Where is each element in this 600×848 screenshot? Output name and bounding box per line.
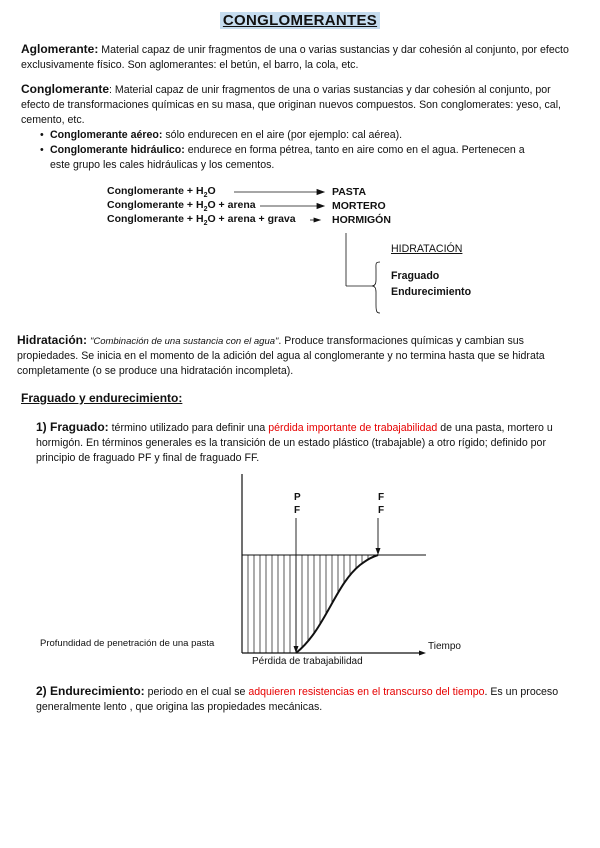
result-hormigon: HORMIGÓN: [332, 214, 391, 226]
endurecimiento-term: 2) Endurecimiento:: [36, 684, 145, 698]
ff-label: [378, 491, 384, 517]
fraguado-highlight: pérdida importante de trabajabilidad: [268, 422, 438, 434]
endurecimiento-paragraph: [36, 684, 581, 715]
bullet-dot: •: [40, 129, 44, 141]
hidratacion-quote: "Combinación de una sustancia con el agua": [89, 336, 279, 347]
hidratacion-term: Hidratación:: [17, 333, 88, 347]
x-axis-arrowhead: [419, 651, 426, 656]
brace: [372, 262, 380, 313]
fraguado-text-a: término utilizado para definir una: [108, 422, 269, 434]
equation-left: Conglomerante + H: [107, 199, 204, 211]
bullet-dot: •: [40, 144, 44, 156]
subscript: 2: [203, 206, 208, 214]
ff-marker-arrowhead: [376, 548, 381, 555]
aglomerante-definition: Material capaz de unir fragmentos de una o varias sustancias y dar cohesión al conjunto, por efecto exclusivamente físico. Son aglomerantes: el betún, el barro, la cola, etc.: [21, 44, 569, 71]
pf-label: [294, 491, 301, 517]
equation-left-rest: O: [207, 185, 216, 197]
ff-letter-1: F: [378, 492, 385, 503]
x-axis-label: Tiempo: [428, 641, 461, 652]
hidratacion-paragraph: [17, 333, 583, 379]
equation-left: Conglomerante + H: [107, 213, 204, 225]
y-axis-label: Profundidad de penetración de una pasta: [40, 638, 215, 649]
hydration-item-endurecimiento: Endurecimiento: [391, 286, 472, 298]
result-pasta: PASTA: [332, 186, 367, 198]
hydration-item-fraguado: Fraguado: [391, 270, 440, 282]
bullet-term: Conglomerante hidráulico:: [50, 144, 185, 156]
hidratacion-definition: . Produce transformaciones químicas y cambian sus propiedades. Se inicia en el momento de la adición del agua al conglomerante y no termina hasta que se hidrata completamente (o se produce una hidratación incompleta).: [17, 335, 545, 377]
result-mortero: MORTERO: [332, 200, 386, 212]
pf-letter-1: P: [294, 492, 301, 503]
fraguado-text-b: de una pasta, mortero u hormigón. En términos generales es la transición de un estado plástico (trabajable) a otro rígido; definido por principio de fraguado PF y final de fraguado FF.: [36, 422, 553, 464]
conglomerante-term: Conglomerante: [21, 82, 110, 96]
equation-left: Conglomerante + H: [107, 185, 204, 197]
arrow-head-pasta: [317, 190, 324, 195]
bullet-term: Conglomerante aéreo:: [50, 129, 163, 141]
arrow-head-hormigon: [314, 218, 320, 222]
bullet-text-continuation: este grupo les cales hidráulicas y los cementos.: [50, 159, 275, 171]
equation-left-rest: O + arena + grava: [207, 213, 296, 225]
endurecimiento-text-a: periodo en el cual se: [144, 686, 249, 698]
equation-arrows: [0, 0, 600, 320]
ff-letter-2: F: [378, 505, 385, 516]
pf-letter-2: F: [294, 505, 301, 516]
bullet-text: endurece en forma pétrea, tanto en aire como en el agua. Pertenecen a: [184, 144, 525, 156]
page-title-text: CONGLOMERANTES: [220, 12, 380, 29]
aglomerante-term: Aglomerante:: [21, 42, 99, 56]
endurecimiento-highlight: adquieren resistencias en el transcurso del tiempo: [248, 686, 485, 698]
arrow-head-mortero: [317, 204, 324, 209]
bullet-text: sólo endurecen en el aire (por ejemplo: cal aérea).: [162, 129, 403, 141]
equation-left-rest: O + arena: [207, 199, 256, 211]
subscript: 2: [203, 220, 208, 228]
hydration-heading: HIDRATACIÓN: [391, 243, 463, 255]
endurecimiento-text-b: . Es un proceso generalmente lento , que origina las propiedades mecánicas.: [36, 686, 559, 713]
section-heading: Fraguado y endurecimiento:: [21, 391, 183, 405]
fraguado-term: 1) Fraguado:: [36, 420, 109, 434]
conglomerante-definition: : Material capaz de unir fragmentos de una o varias sustancias y dar cohesión al conjunto, por efecto de transformaciones químicas en su masa, que originan nuevos compuestos. Son conglomerates: yeso, cal, cemento, etc.: [21, 84, 561, 126]
bottom-label: Pérdida de trabajabilidad: [252, 656, 363, 667]
subscript: 2: [203, 192, 208, 200]
